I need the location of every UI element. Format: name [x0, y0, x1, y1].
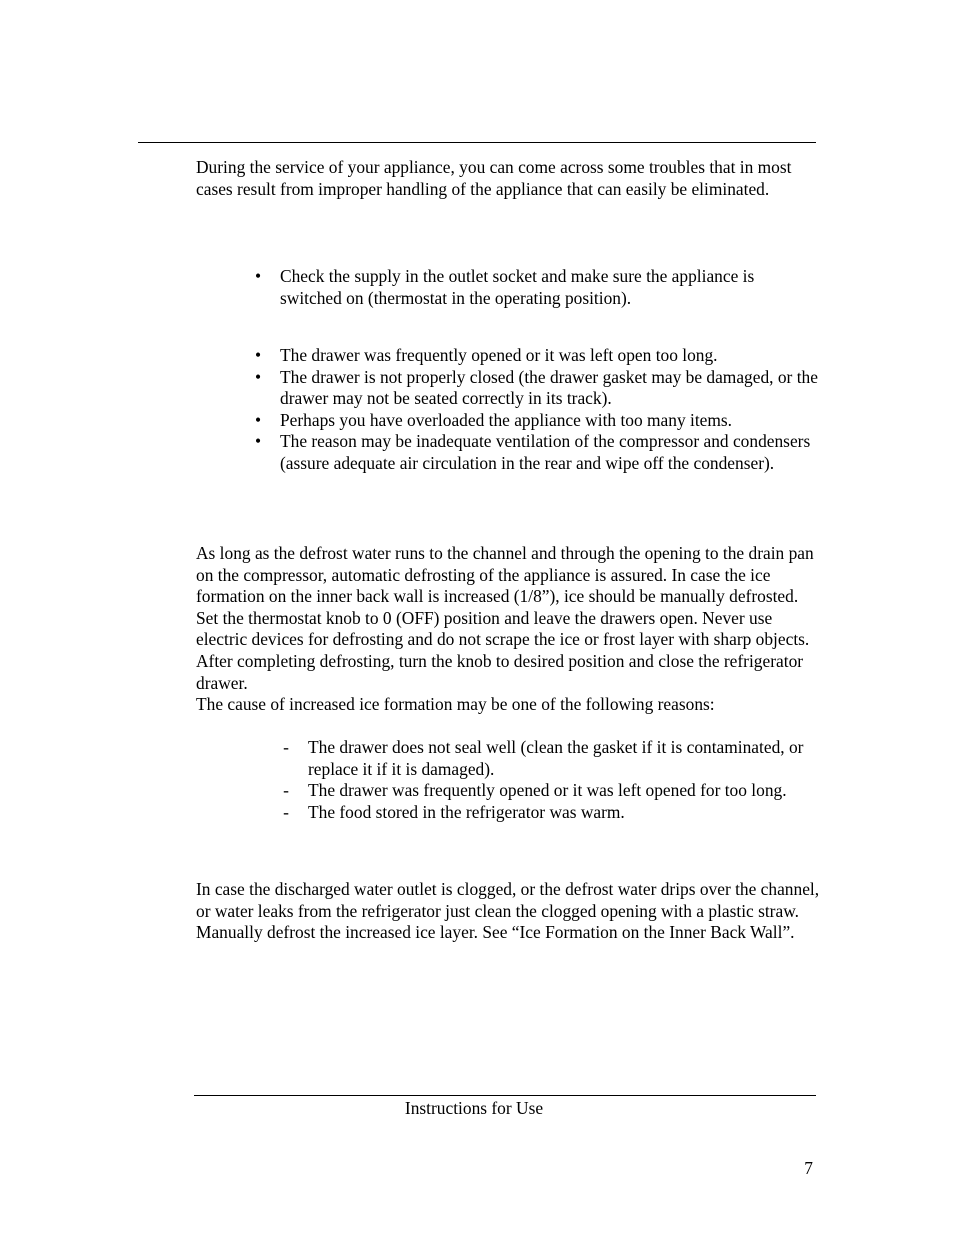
list-item-text: Check the supply in the outlet socket and make sure the appliance is switched on (thermostat in the operating position).	[280, 266, 755, 308]
dash-icon: -	[283, 737, 289, 757]
header-rule	[138, 142, 816, 143]
list-item-text: The drawer was frequently opened or it was left open too long.	[280, 345, 718, 365]
ice-formation-paragraph-2: Set the thermostat knob to 0 (OFF) position and leave the drawers open. Never use electric devices for defrosting and do not scrape the ice or frost layer with sharp objects. After completing defrosting, turn the knob to desired position and close the refrigerator drawer.	[196, 607, 810, 693]
dash-icon: -	[283, 801, 289, 822]
list-item	[250, 367, 820, 410]
intro-paragraph: During the service of your appliance, you can come across some troubles that in most cases result from improper handling of the appliance that can easily be eliminated.	[196, 157, 792, 199]
ice-formation-paragraph-1: As long as the defrost water runs to the channel and through the opening to the drain pan on the compressor, automatic defrosting of the appliance is assured. In case the ice formation on the inner back wall is increased (1/8”), ice should be manually defrosted.	[196, 543, 814, 607]
list-item	[250, 345, 820, 367]
bullet-icon: •	[254, 345, 262, 365]
ice-formation-section	[196, 543, 820, 716]
list-item	[280, 737, 820, 780]
ice-formation-paragraph-3: The cause of increased ice formation may be one of the following reasons:	[196, 694, 715, 715]
bullet-icon: •	[254, 366, 262, 387]
not-working-list	[250, 266, 820, 309]
list-item	[250, 410, 820, 432]
list-item-text: The food stored in the refrigerator was warm.	[308, 801, 625, 822]
list-item	[280, 780, 820, 802]
list-item-text: The drawer was frequently opened or it was left opened for too long.	[308, 780, 787, 801]
not-cooling-list	[250, 345, 820, 475]
dash-icon: -	[283, 780, 289, 801]
footer-title: Instructions for Use	[404, 1098, 544, 1118]
list-item-text: Perhaps you have overloaded the appliance with too many items.	[280, 409, 733, 430]
water-leak-paragraph: In case the discharged water outlet is clogged, or the defrost water drips over the channel, or water leaks from the refrigerator just clean the clogged opening with a plastic straw. Manually defrost the increased ice layer. See “Ice Formation on the Inner Back Wall”.	[196, 879, 820, 943]
bullet-icon: •	[254, 409, 262, 430]
list-item	[250, 431, 820, 474]
bullet-icon: •	[254, 431, 262, 452]
list-item-text: The drawer is not properly closed (the drawer gasket may be damaged, or the drawer may not be seated correctly in its track).	[280, 366, 818, 409]
list-item-text: The reason may be inadequate ventilation of the compressor and condensers (assure adequate air circulation in the rear and wipe off the condenser).	[280, 431, 811, 473]
list-item-text: The drawer does not seal well (clean the gasket if it is contaminated, or replace it if it is damaged).	[308, 737, 804, 779]
bullet-icon: •	[254, 266, 262, 286]
ice-formation-reasons-list	[280, 737, 820, 823]
list-item	[280, 802, 820, 824]
list-item	[250, 266, 820, 309]
page-number: 7	[804, 1158, 813, 1178]
footer-rule	[194, 1095, 816, 1096]
